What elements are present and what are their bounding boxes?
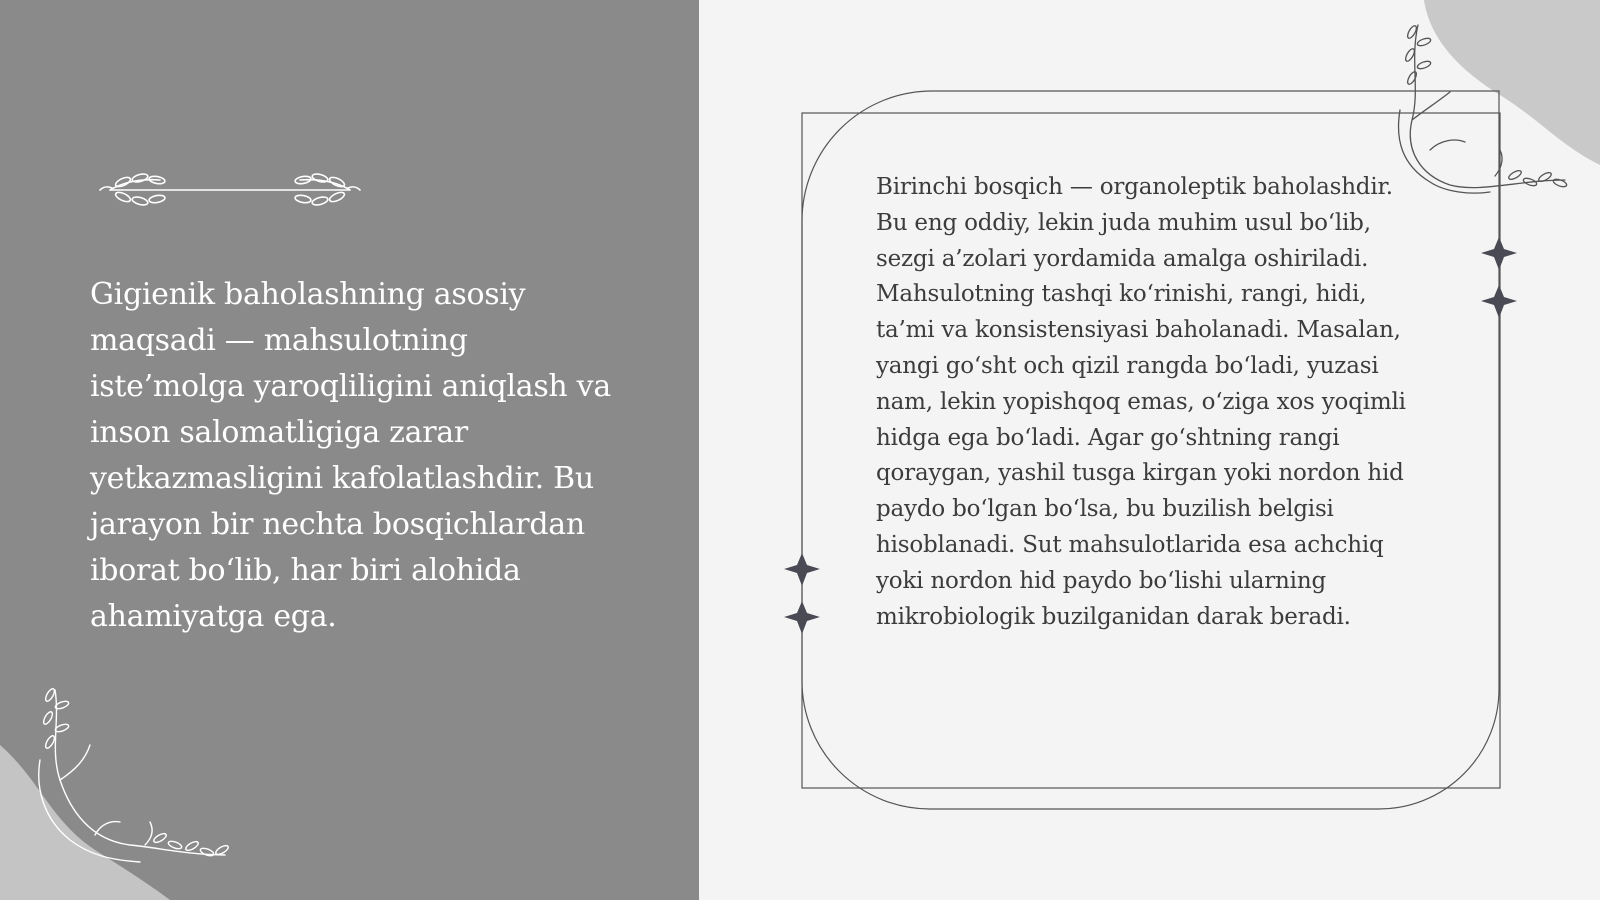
laurel-divider-icon [100, 173, 360, 207]
left-paragraph: Gigienik baholashning asosiy maqsadi — mahsulotning iste’molga yaroqliligini aniqlash va inson salomatligiga zarar yetkazmasligini kafolatlashdir. Bu jarayon bir nechta bosqichlardan iborat bo‘lib, har biri alohida ahamiyatga ega. [90, 277, 611, 634]
right-paragraph: Birinchi bosqich — organoleptik baholashdir. Bu eng oddiy, lekin juda muhim usul bo‘lib, sezgi a’zolari yordamida amalga oshiriladi. Mahsulotning tashqi ko‘rinishi, rangi, hidi, ta’mi va konsistensiyasi baholanadi. Masalan, yangi go‘sht och qizil rangda bo‘ladi, yuzasi nam, lekin yopishqoq emas, o‘ziga xos yoqimli hidga ega bo‘ladi. Agar go‘shtning rangi qoraygan, yashil tusga kirgan yoki nordon hid paydo bo‘lgan bo‘lsa, bu buzilish belgisi hisoblanadi. Sut mahsulotlarida esa achchiq yoki nordon hid paydo bo‘lishi ularning mikrobiologik buzilganidan darak beradi. [876, 174, 1406, 630]
